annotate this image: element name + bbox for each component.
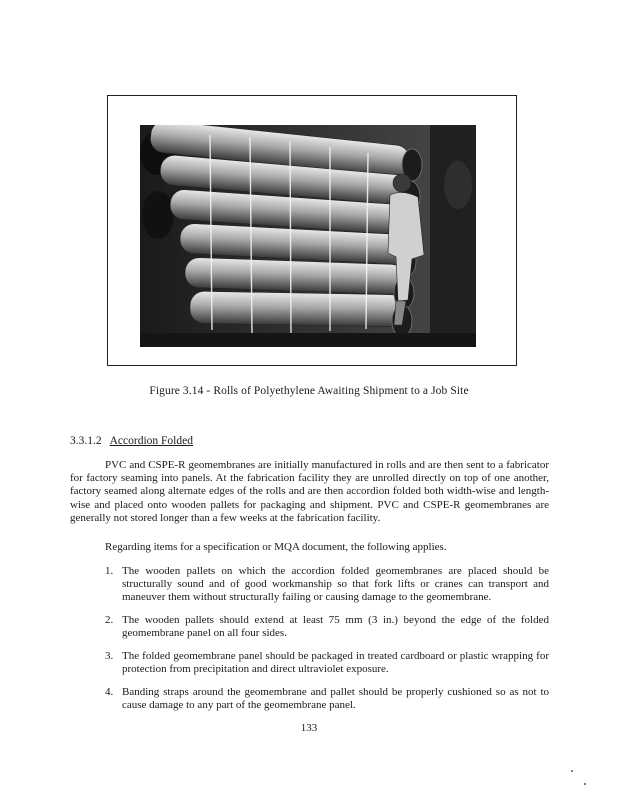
list-item [105,686,549,712]
scan-speck [584,783,586,785]
list-item [105,565,549,604]
list-item-number: 2. [105,614,114,626]
figure-photo [140,125,476,347]
list-item [105,614,549,640]
list-item-number: 4. [105,686,114,698]
list-item-text: The wooden pallets should extend at least 75 mm (3 in.) beyond the edge of the folded geomembrane panel on all four sides. [122,614,549,639]
list-item-text: The folded geomembrane panel should be packaged in treated cardboard or plastic wrapping for protection from precipitation and direct ultraviolet exposure. [122,650,549,675]
list-item-text: The wooden pallets on which the accordion folded geomembranes are placed should be structurally sound and of good workmanship so that fork lifts or cranes can transport and maneuver them without structurally failing or causing damage to the geomembrane. [122,565,549,603]
section-number: 3.3.1.2 [70,435,102,447]
figure-caption: Figure 3.14 - Rolls of Polyethylene Awaiting Shipment to a Job Site [149,385,469,397]
polyethylene-rolls-photo [140,125,476,347]
scan-speck [571,770,573,772]
lead-in-sentence: Regarding items for a specification or MQA document, the following applies. [105,541,447,553]
list-item-number: 3. [105,650,114,662]
list-item [105,650,549,676]
page-number: 133 [300,722,318,734]
list-item-number: 1. [105,565,114,577]
section-title: Accordion Folded [109,435,193,447]
requirements-list [105,565,549,722]
list-item-text: Banding straps around the geomembrane and pallet should be properly cushioned so as not to cause damage to any part of the geomembrane panel. [122,686,549,711]
section-heading [70,435,193,447]
intro-paragraph: PVC and CSPE-R geomembranes are initially manufactured in rolls and are then sent to a fabricator for factory seaming into panels. At the fabrication facility they are unrolled directly on top of one another, factory seamed along alternate edges of the rolls and are then accordion folded both width-wise and length-wise and placed onto wooden pallets for packaging and shipment. PVC and CSPE-R geomembranes are generally not stored longer than a few weeks at the fabrication facility. [70,459,549,524]
